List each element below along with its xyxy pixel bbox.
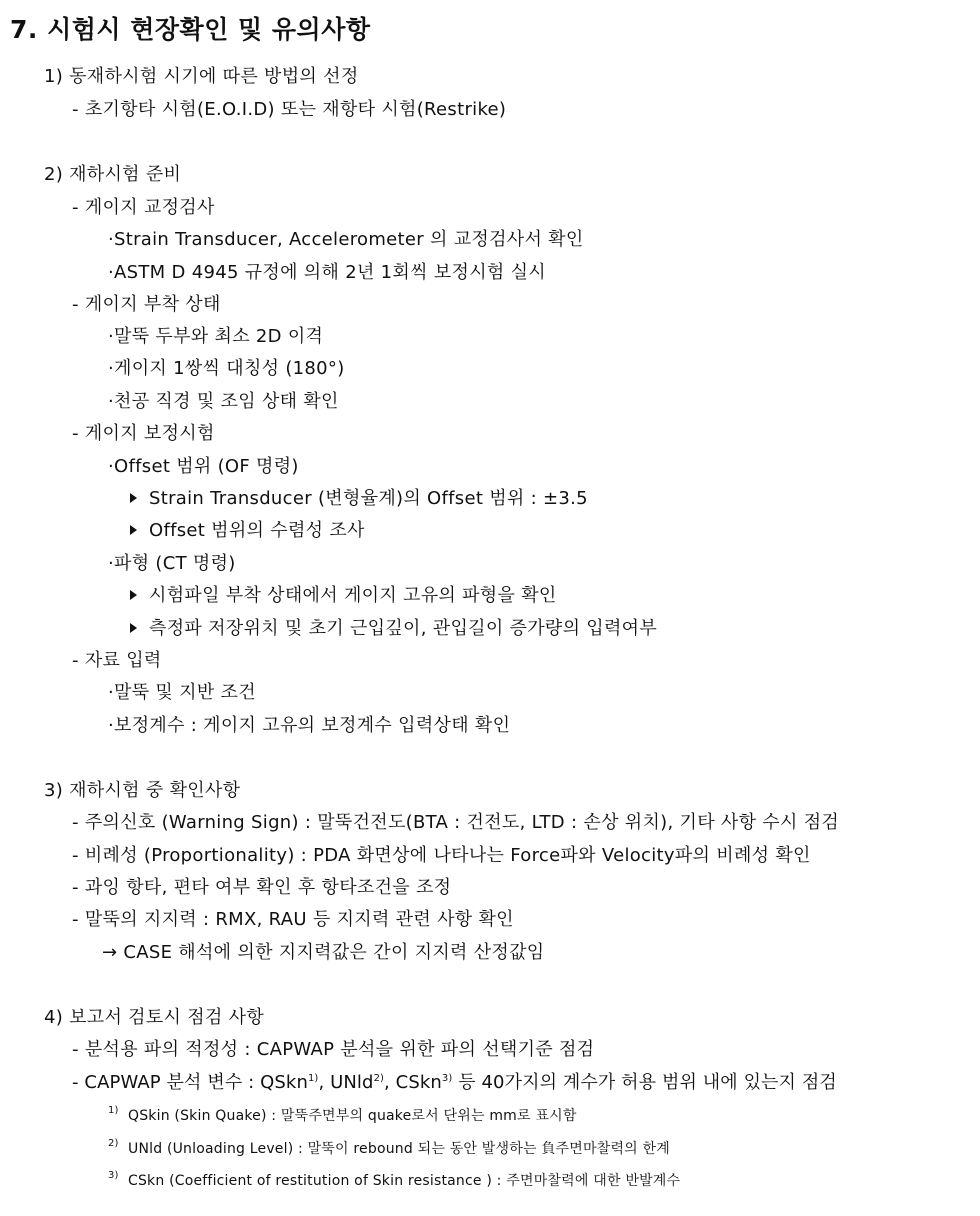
triangle-bullet-icon bbox=[130, 623, 137, 633]
triangle-bullet-icon bbox=[130, 525, 137, 535]
list-item: - 게이지 보정시험 bbox=[72, 423, 215, 444]
footnote: $^{2)}$ UNld (Unloading Level) : 말뚝이 rebound 되는 동안 발생하는 負주면마찰력의 한계 bbox=[108, 1138, 670, 1157]
list-item: - 게이지 교정검사 bbox=[72, 197, 215, 218]
section-heading: 3) 재하시험 중 확인사항 bbox=[44, 780, 241, 801]
list-item: - 초기항타 시험(E.O.I.D) 또는 재항타 시험(Restrike) bbox=[72, 99, 507, 120]
page-title: 7. 시험시 현장확인 및 유의사항 bbox=[10, 15, 371, 44]
triangle-bullet-icon bbox=[130, 493, 137, 503]
sub-item: ·보정계수 : 게이지 고유의 보정계수 입력상태 확인 bbox=[108, 715, 511, 736]
point-item: Offset 범위의 수렴성 조사 bbox=[130, 519, 365, 543]
section-heading: 2) 재하시험 준비 bbox=[44, 164, 182, 185]
list-item: - 게이지 부착 상태 bbox=[72, 294, 221, 315]
sub-item: ·게이지 1쌍씩 대칭성 (180°) bbox=[108, 358, 345, 379]
sub-item: ·Strain Transducer, Accelerometer 의 교정검사서 확인 bbox=[108, 229, 584, 250]
list-item: - 말뚝의 지지력 : RMX, RAU 등 지지력 관련 사항 확인 bbox=[72, 909, 514, 930]
sub-item: ·말뚝 및 지반 조건 bbox=[108, 682, 256, 703]
sub-item: ·천공 직경 및 조임 상태 확인 bbox=[108, 391, 339, 412]
list-item: - CAPWAP 분석 변수 : QSkn$^{1)}$, UNld$^{2)}$, CSkn$^{3)}$ 등 40가지의 계수가 허용 범위 내에 있는지 점검 bbox=[72, 1072, 837, 1093]
footnote: $^{1)}$ QSkin (Skin Quake) : 말뚝주면부의 quake로서 단위는 mm로 표시함 bbox=[108, 1105, 577, 1124]
sub-item: ·ASTM D 4945 규정에 의해 2년 1회씩 보정시험 실시 bbox=[108, 262, 546, 283]
list-item: - 분석용 파의 적정성 : CAPWAP 분석을 위한 파의 선택기준 점검 bbox=[72, 1039, 595, 1060]
sub-item: ·파형 (CT 명령) bbox=[108, 553, 236, 574]
point-item: 측정파 저장위치 및 초기 근입깊이, 관입길이 증가량의 입력여부 bbox=[130, 617, 657, 641]
list-item: - 비례성 (Proportionality) : PDA 화면상에 나타나는 Force파와 Velocity파의 비례성 확인 bbox=[72, 845, 811, 866]
section-heading: 1) 동재하시험 시기에 따른 방법의 선정 bbox=[44, 66, 359, 87]
sub-item: ·말뚝 두부와 최소 2D 이격 bbox=[108, 326, 324, 347]
list-item: - 과잉 항타, 편타 여부 확인 후 항타조건을 조정 bbox=[72, 877, 452, 898]
list-item: - 자료 입력 bbox=[72, 650, 162, 671]
arrow-note: → CASE 해석에 의한 지지력값은 간이 지지력 산정값임 bbox=[102, 942, 545, 963]
footnote: $^{3)}$ CSkn (Coefficient of restitution of Skin resistance ) : 주면마찰력에 대한 반발계수 bbox=[108, 1170, 681, 1189]
sub-item: ·Offset 범위 (OF 명령) bbox=[108, 456, 299, 477]
point-item: 시험파일 부착 상태에서 게이지 고유의 파형을 확인 bbox=[130, 584, 557, 608]
list-item: - 주의신호 (Warning Sign) : 말뚝건전도(BTA : 건전도, LTD : 손상 위치), 기타 사항 수시 점검 bbox=[72, 812, 840, 833]
triangle-bullet-icon bbox=[130, 590, 137, 600]
point-item: Strain Transducer (변형율계)의 Offset 범위 : ±3.5 bbox=[130, 487, 588, 511]
section-heading: 4) 보고서 검토시 점검 사항 bbox=[44, 1007, 265, 1028]
